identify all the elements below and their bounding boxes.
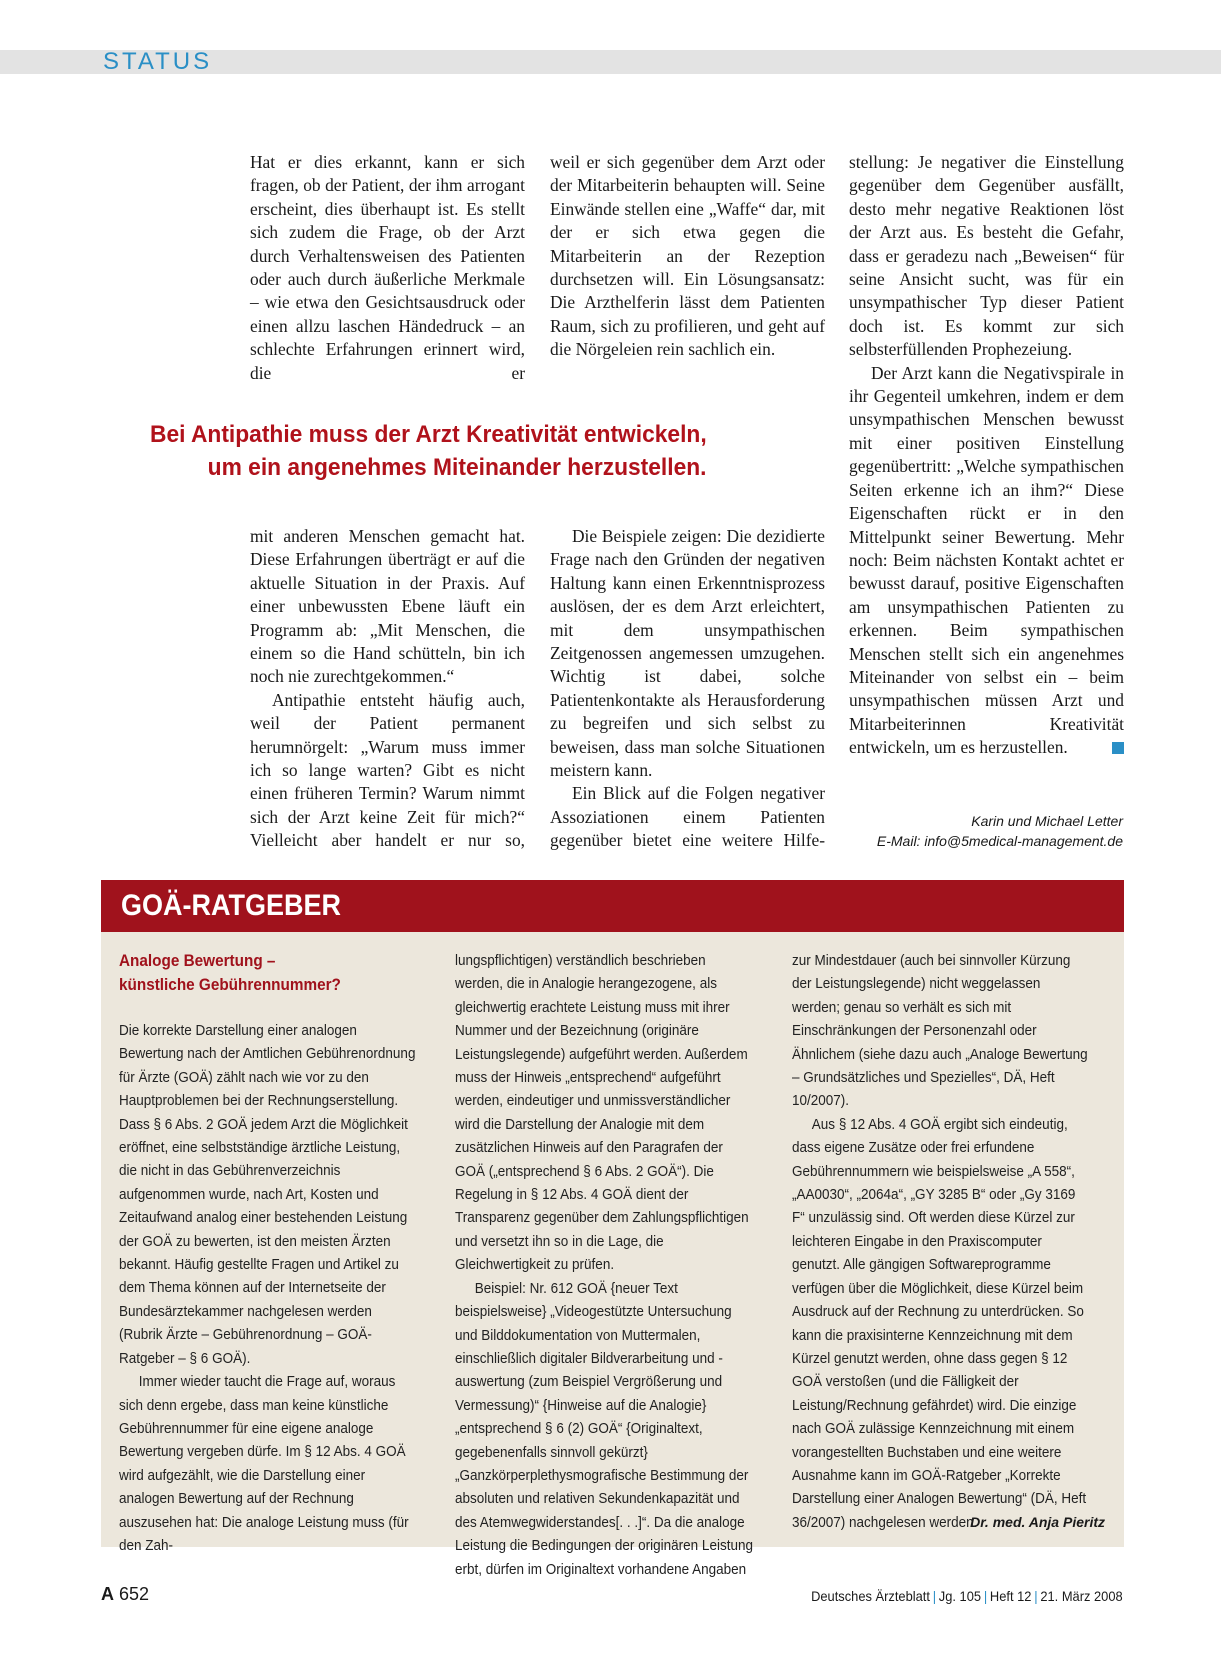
article-col2-top (550, 151, 825, 362)
page-number (101, 1583, 149, 1605)
goae-col3 (792, 949, 1092, 1534)
journal-name: Deutsches Ärzteblatt (811, 1588, 931, 1604)
journal-issue: Heft 12 (990, 1588, 1032, 1604)
article-col3 (849, 151, 1124, 760)
article-col1-bottom (250, 525, 525, 853)
goae-col2 (455, 949, 755, 1581)
goae-paragraph: Beispiel: Nr. 612 GOÄ {neuer Text beispielsweise} „Videogestützte Untersuchung und Bilddokumentation von Muttermalen, einschließlich digitaler Bildverarbeitung und -auswertung (zum Beispiel Vergrößerung und Vermessung)“ {Hinweise auf die Analogie} „entsprechend § 6 (2) GOÄ“ {Originaltext, gegebenenfalls sinnvoll gekürzt} „Ganzkörperplethysmografische Bestimmung der absoluten und relativen Sekundenkapazität und des Atemwegwiderstandes[. . .]“. Da die analoge Leistung die Bedingungen der originären Leistung erbt, dürfen im Originaltext vorhandene Angaben (455, 1279, 753, 1578)
page-prefix: A (101, 1584, 114, 1604)
goae-title: GOÄ-RATGEBER (121, 889, 342, 922)
author-email: E-Mail: info@5medical-management.de (876, 833, 1123, 849)
goae-author: Dr. med. Anja Pieritz (970, 1514, 1105, 1530)
article-paragraph: Der Arzt kann die Negativspirale in ihr Gegenteil umkehren, indem er dem unsympathischen Menschen bewusst mit einer positiven Einstellung gegenübertritt: „Welche sympathischen Seiten erkenne ich an ihm?“ Diese Eigenschaften rückt er in den Mittelpunkt seiner Bewertung. Mehr noch: Beim nächsten Kontakt achtet er bewusst darauf, positive Eigenschaften am unsympathischen Patienten zu erkennen. Beim sympathischen Menschen stellt sich ein angenehmes Miteinander von selbst ein – beim unsympathischen müssen Arzt und Mitarbeiterinnen Kreativität entwickeln, um es herzustellen. (849, 362, 1124, 758)
journal-footer: Deutsches Ärzteblatt | Jg. 105 | Heft 12 | 21. März 2008 (811, 1588, 1123, 1604)
journal-date: 21. März 2008 (1040, 1588, 1123, 1604)
article-col2-bottom (550, 525, 825, 853)
pull-quote-line1: Bei Antipathie muss der Arzt Kreativität entwickeln, (150, 421, 707, 448)
goae-subtitle-line2: künstliche Gebührennummer? (119, 975, 341, 994)
goae-paragraph: Aus § 12 Abs. 4 GOÄ ergibt sich eindeutig, dass eigene Zusätze oder frei erfundene Gebührennummern wie beispielsweise „A 558“, „AA0030“, „2064a“, „GY 3285 B“ oder „Gy 3169 F“ unzulässig sind. Oft werden diese Kürzel zur leichteren Eingabe in den Praxiscomputer genutzt. Alle gängigen Softwareprogramme verfügen über die Möglichkeit, diese Kürzel beim Ausdruck auf der Rechnung zu unterdrücken. So kann die praxisinterne Kennzeichnung mit dem Kürzel genutzt werden, ohne dass gegen § 12 GOÄ verstoßen (und die Fälligkeit der Leistung/Rechnung gefährdet) wird. Die einzige nach GOÄ zulässige Kennzeichnung mit einem vorangestellten Buchstaben und eine weitere Ausnahme kann im GOÄ-Ratgeber „Korrekte Darstellung einer Analogen Bewertung“ (DÄ, Heft 36/2007) nachgelesen werden. (792, 1115, 1087, 1531)
goae-paragraph: lungspflichtigen) verständlich beschrieben werden, die in Analogie herangezogene, als gleichwertig erachtete Leistung muss mit ihrer Nummer und der Bezeichnung (originäre Leistungslegende) aufgeführt werden. Außerdem muss der Hinweis „entsprechend“ aufgeführt werden, eindeutiger und unmissverständlicher wird die Darstellung der Analogie mit dem zusätzlichen Hinweis auf den Paragrafen der GOÄ („entsprechend § 6 Abs. 2 GOÄ“). Die Regelung in § 12 Abs. 4 GOÄ dient der Transparenz gegenüber dem Zahlungspflichtigen und versetzt ihn so in die Lage, die Gleichwertigkeit zu prüfen. (455, 952, 749, 1274)
article-author (877, 811, 1123, 851)
section-label: STATUS (103, 48, 213, 75)
end-mark-icon (1112, 742, 1124, 754)
goae-paragraph: zur Mindestdauer (auch bei sinnvoller Kürzung der Leistungslegende) nicht weggelassen werden; genau so verhält es sich mit Einschränkungen der Personenzahl oder Ähnlichem (siehe dazu auch „Analoge Bewertung – Grundsätzliches und Spezielles“, DÄ, Heft 10/2007). (792, 952, 1088, 1110)
goae-paragraph: Immer wieder taucht die Frage auf, woraus sich denn ergebe, dass man keine künstliche Gebührennummer für eine eigene analoge Bewertung vergeben dürfe. Im § 12 Abs. 4 GOÄ wird aufgezählt, wie die Darstellung einer analogen Bewertung auf der Rechnung auszusehen hat: Die analoge Leistung muss (für den Zah- (119, 1373, 409, 1554)
page-number-value: 652 (119, 1584, 150, 1604)
article-paragraph: Ein Blick auf die Folgen negativer Assoziationen einem Patienten gegenüber bietet eine weitere Hilfe- (550, 783, 825, 851)
article-paragraph: Hat er dies erkannt, kann er sich fragen, ob der Patient, der ihm arrogant erscheint, dies überhaupt ist. Es stellt sich zudem die Frage, ob der Arzt durch Verhaltensweisen des Patienten oder auch durch äußerliche Merkmale – wie etwa den Gesichtsausdruck oder einen allzu laschen Händedruck – an schlechte Erfahrungen erinnert wird, die er (250, 152, 525, 383)
journal-volume: Jg. 105 (939, 1588, 982, 1604)
article-paragraph: weil er sich gegenüber dem Arzt oder der Mitarbeiterin behaupten will. Seine Einwände stellen eine „Waffe“ dar, mit der er sich etwa gegen die Mitarbeiterin an der Rezeption durchsetzen will. Ein Lösungsansatz: Die Arzthelferin lässt dem Patienten Raum, sich zu profilieren, und geht auf die Nörgeleien rein sachlich ein. (550, 152, 825, 360)
article-col1-top (250, 151, 525, 385)
goae-subtitle-line1: Analoge Bewertung – (119, 951, 276, 970)
author-name: Karin und Michael Letter (971, 813, 1123, 829)
goae-paragraph: Die korrekte Darstellung einer analogen Bewertung nach der Amtlichen Gebührenordnung für Ärzte (GOÄ) zählt nach wie vor zu den Hauptproblemen bei der Rechnungserstellung. Dass § 6 Abs. 2 GOÄ jedem Arzt die Möglichkeit eröffnet, eine selbstständige ärztliche Leistung, die nicht in das Gebührenverzeichnis aufgenommen wurde, nach Art, Kosten und Zeitaufwand analog einer bestehenden Leistung der GOÄ zu bewerten, ist den meisten Ärzten bekannt. Häufig gestellte Fragen und Artikel zu dem Thema können auf der Internetseite der Bundesärztekammer nachgelesen werden (Rubrik Ärzte – Gebührenordnung – GOÄ-Ratgeber – § 6 GOÄ). (119, 1022, 416, 1367)
pull-quote-line2: um ein angenehmes Miteinander herzustellen. (207, 454, 707, 481)
pull-quote (150, 418, 727, 484)
goae-col1 (119, 949, 419, 1557)
article-paragraph: Antipathie entsteht häufig auch, weil der Patient permanent herumnörgelt: „Warum muss immer ich so lange warten? Gibt es nicht einen früheren Termin? Warum nimmt sich der Arzt keine Zeit für mich?“ Vielleicht aber handelt er nur so, (250, 689, 525, 851)
article-paragraph: stellung: Je negativer die Einstellung gegenüber dem Gegenüber ausfällt, desto mehr negative Reaktionen löst der Arzt aus. Es besteht die Gefahr, dass er geradezu nach „Beweisen“ für seine Ansicht sucht, was für ein unsympathischer Typ dieser Patient doch ist. Es kommt zur sich selbsterfüllenden Prophezeiung. (849, 152, 1124, 360)
article-paragraph: mit anderen Menschen gemacht hat. Diese Erfahrungen überträgt er auf die aktuelle Situation in der Praxis. Auf einer unbewussten Ebene läuft ein Programm ab: „Mit Menschen, die einem so die Hand schütteln, bin ich noch nie zurechtgekommen.“ (250, 526, 525, 687)
article-paragraph: Die Beispiele zeigen: Die dezidierte Frage nach den Gründen der negativen Haltung kann einen Erkenntnisprozess auslösen, der es dem Arzt erleichtert, mit dem unsympathischen Zeitgenossen angemessen umzugehen. Wichtig ist dabei, solche Patientenkontakte als Herausforderung zu begreifen und sich selbst zu beweisen, dass man solche Situationen meistern kann. (550, 526, 825, 781)
